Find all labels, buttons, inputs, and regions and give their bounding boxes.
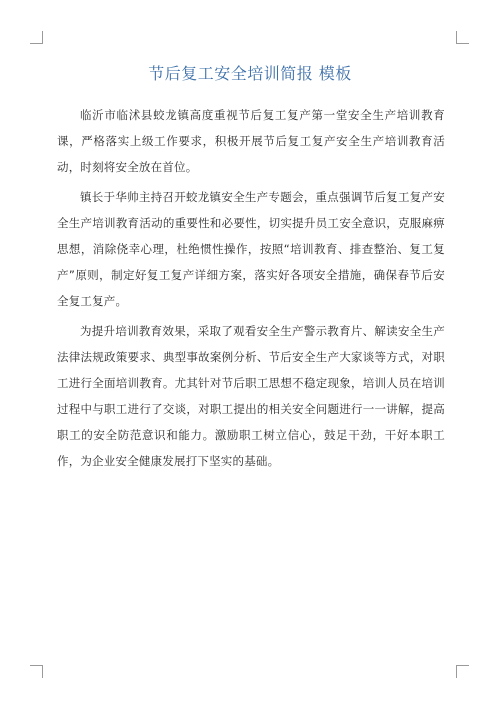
- document-body: [57, 102, 445, 478]
- document-title: 节后复工安全培训简报 模板: [148, 64, 352, 83]
- crop-mark-top-left: [30, 31, 43, 44]
- paragraph-3: 为提升培训教育效果，采取了观看安全生产警示教育片、解读安全生产法律法规政策要求、典型事故案例分析、节后安全生产大家谈等方式，对职工进行全面培训教育。尤其针对节后职工思想不稳定现象，培训人员在培训过程中与职工进行了交谈，对职工提出的相关安全问题进行一一讲解，提高职工的安全防范意识和能力。激励职工树立信心，鼓足干劲，干好本职工作，为企业安全健康发展打下坚实的基础。: [57, 324, 445, 468]
- crop-mark-bottom-left: [30, 665, 43, 678]
- crop-mark-bottom-right: [456, 665, 469, 678]
- paragraph-2: 镇长于华帅主持召开蛟龙镇安全生产专题会，重点强调节后复工复产安全生产培训教育活动的重要性和必要性，切实提升员工安全意识，克服麻痹思想，消除侥幸心理，杜绝惯性操作，按照“培训教育、排查整治、复工复产”原则，制定好复工复产详细方案，落实好各项安全措施，确保春节后安全复工复产。: [57, 190, 445, 308]
- crop-mark-top-right: [456, 31, 469, 44]
- paragraph-1: 临沂市临沭县蛟龙镇高度重视节后复工复产第一堂安全生产培训教育课，严格落实上级工作要求，积极开展节后复工复产安全生产培训教育活动，时刻将安全放在首位。: [57, 108, 445, 174]
